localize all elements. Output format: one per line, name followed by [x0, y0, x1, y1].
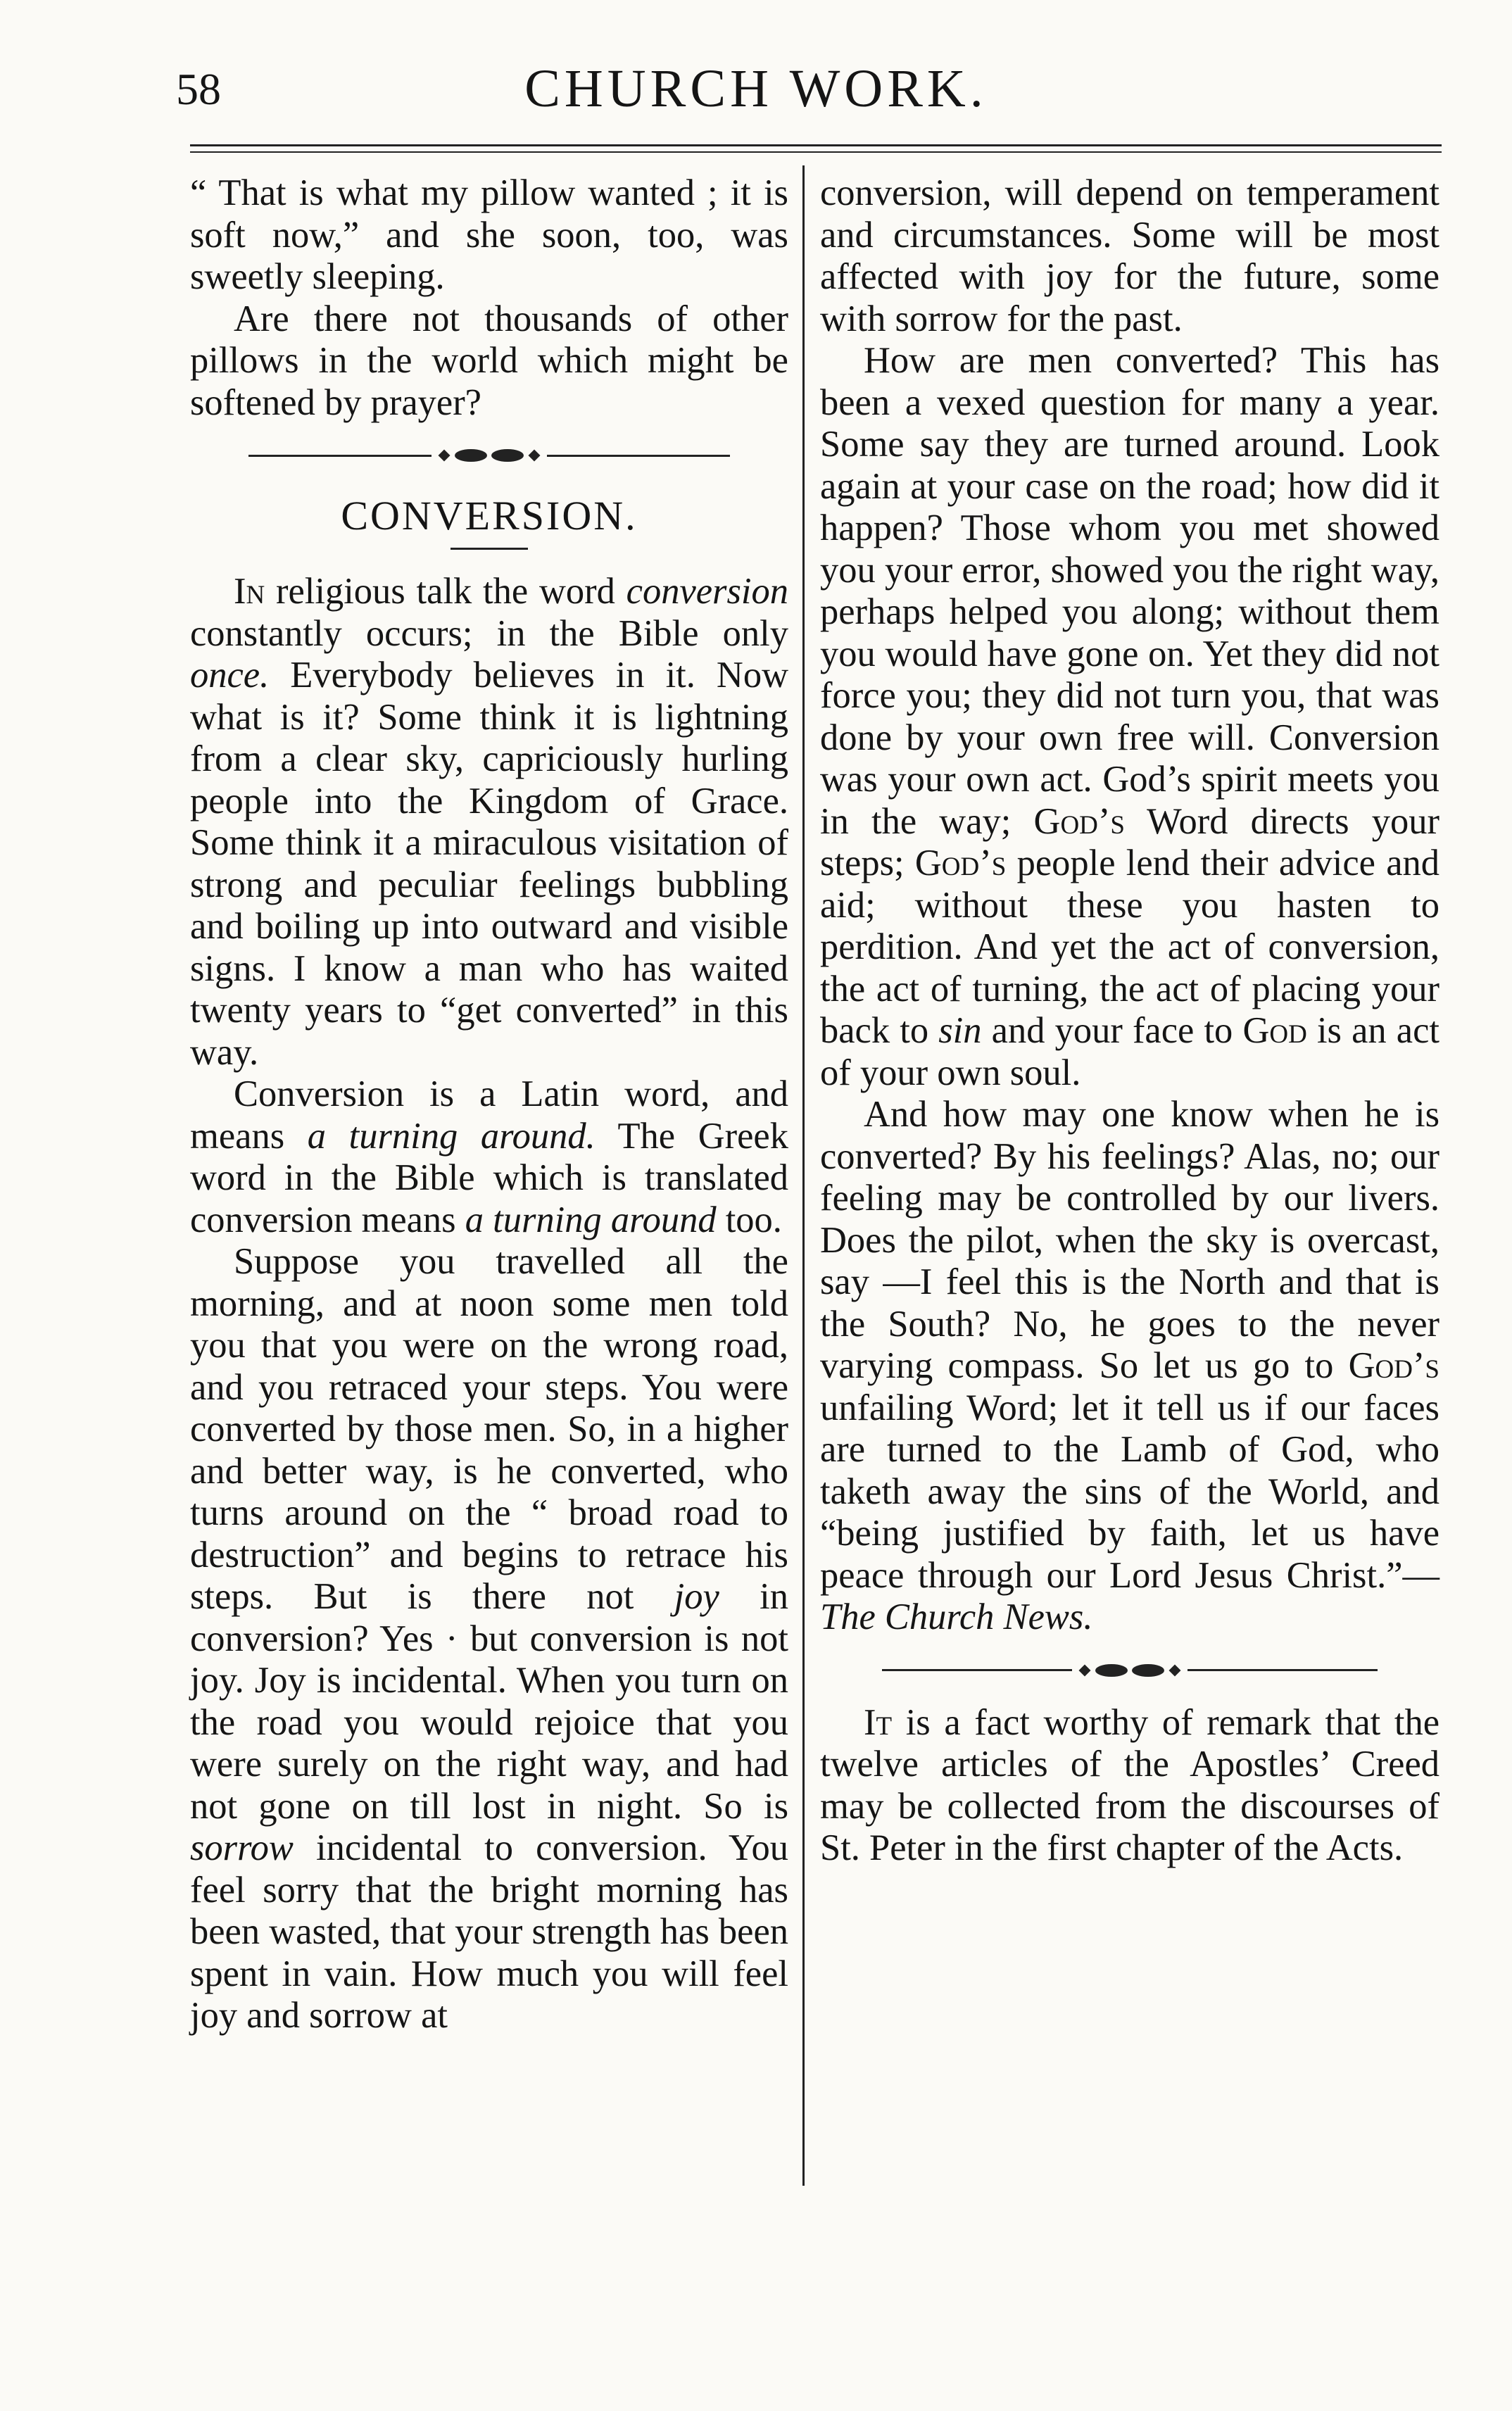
text-run: and your face to [981, 1010, 1243, 1051]
conversion-paragraph-1 [190, 571, 788, 1074]
apostles-creed-paragraph [820, 1702, 1439, 1870]
ornament-line [882, 1669, 1072, 1671]
small-caps-word: God’s [1033, 800, 1125, 842]
ornament-leaf [1132, 1664, 1164, 1677]
ornament-leaf [455, 449, 487, 462]
text-run: people lend their advice and aid; without these you hasten to perdition. And yet the act of conversion, the act of turning, the act of placing your back to [820, 843, 1439, 1051]
ornament-leaf [491, 449, 524, 462]
text-run: Everybody believes in it. Now what is it? Some think it is lightning from a clear sky, capriciously hurling people into the Kingdom of Grace. Some think it a miraculous visitation of strong and peculiar feelings bubbling and boiling up into outward and visible signs. I know a man who has waited twenty years to “get converted” in this way. [190, 655, 788, 1073]
text-run: Conversion is a Latin word, and means [190, 1074, 788, 1157]
ornament-line [547, 455, 730, 457]
source-attribution: The Church News. [820, 1597, 1093, 1637]
text-run: incidental to conversion. You feel sorry that the bright morning has been wasted, that your strength has been spent in vain. How much you will feel joy and sorrow at [190, 1827, 788, 2036]
page-number: 58 [176, 64, 221, 114]
italic-term: joy [674, 1576, 719, 1617]
section-title: CONVERSION. [341, 493, 638, 539]
text-run: And how may one know when he is converted? By his feelings? Alas, no; our feeling may be controlled by our livers. Does the pilot, when the sky is overcast, say —I feel this is the North and that is the South? No, he goes to the never varying compass. So let us go to [820, 1094, 1439, 1386]
intro-paragraph: “ That is what my pillow wanted ; it is soft now,” and she soon, too, was sweetly sleeping. [190, 172, 788, 297]
italic-term: sorrow [190, 1827, 294, 1868]
italic-term: a turning around [465, 1199, 717, 1240]
conversion-paragraph-3 [190, 1241, 788, 2037]
ornament-center [1076, 1664, 1183, 1677]
ornament-line [248, 455, 431, 457]
ornament-line [1187, 1669, 1378, 1671]
ornament-divider [820, 1639, 1439, 1702]
continued-paragraph: conversion, will depend on temperament and circumstances. Some will be most affected with joy for the future, some with sorrow for the past. [820, 172, 1439, 339]
text-run: religious talk the word [265, 571, 626, 612]
text-run: is an act of your own soul. [820, 1010, 1439, 1093]
ornament-diamond [1169, 1664, 1181, 1676]
small-caps-word: God’s [1348, 1345, 1439, 1386]
running-title: CHURCH WORK. [524, 59, 988, 118]
italic-term: conversion [626, 571, 788, 612]
left-column [190, 172, 788, 2037]
italic-term: a turning around. [307, 1115, 596, 1157]
text-run: in conversion? Yes · but conversion is not joy. Joy is incidental. When you turn on the road you would rejoice that you were surely on the right way, and had not gone on till lost in night. So is [190, 1576, 788, 1827]
text-run: Suppose you travelled all the morning, and at noon some men told you that you were on the wrong road, and you retraced your steps. You were converted by those men. So, in a higher and better way, is he converted, who turns around on the “ broad road to destruction” and begins to retrace his steps. But is there not [190, 1241, 788, 1617]
how-converted-paragraph [820, 340, 1439, 1094]
text-run: too. [716, 1199, 782, 1240]
pillows-paragraph: Are there not thousands of other pillows in the world which might be softened by prayer? [190, 298, 788, 423]
text-run: How are men converted? This has been a vexed question for many a year. Some say they are turned around. Look again at your case on the road; how did it happen? Those whom you met showed you your error, showed you the right way, perhaps helped you along; without them you would have gone on. Yet they did not force you; they did not turn you, that was done by your own free will. Conversion was your own act. God’s spirit meets you in the way; [820, 340, 1439, 842]
ornament-diamond [1079, 1664, 1091, 1676]
header-rule [190, 144, 1442, 153]
italic-term: once. [190, 655, 270, 695]
text-run: constantly occurs; in the Bible only [190, 612, 788, 654]
drop-cap-word: In [234, 571, 265, 612]
small-caps-word: God [1242, 1010, 1307, 1051]
page-header [0, 0, 1512, 162]
ornament-diamond [439, 450, 451, 462]
conversion-paragraph-2 [190, 1074, 788, 1241]
how-know-paragraph [820, 1094, 1439, 1639]
ornament-diamond [529, 450, 541, 462]
text-run: The Greek word in the Bible which is translated conversion means [190, 1115, 788, 1240]
ornament-leaf [1095, 1664, 1128, 1677]
ornament-center [436, 449, 543, 462]
right-column [820, 172, 1439, 1870]
ornament-divider [190, 424, 788, 487]
title-underline [451, 548, 528, 550]
column-divider [802, 165, 805, 2186]
drop-cap-word: It [864, 1701, 893, 1743]
text-run: Word directs your steps; [820, 800, 1440, 883]
small-caps-word: God’s [914, 843, 1007, 883]
text-run: unfailing Word; let it tell us if our faces are turned to the Lamb of God, who taketh away the sins of the World, and “being justified by faith, let us have peace through our Lord Jesus Christ.”— [820, 1387, 1439, 1596]
italic-term: sin [938, 1010, 982, 1051]
text-run: is a fact worthy of remark that the twelve articles of the Apostles’ Creed may be collected from the discourses of St. Peter in the first chapter of the Acts. [820, 1701, 1439, 1868]
